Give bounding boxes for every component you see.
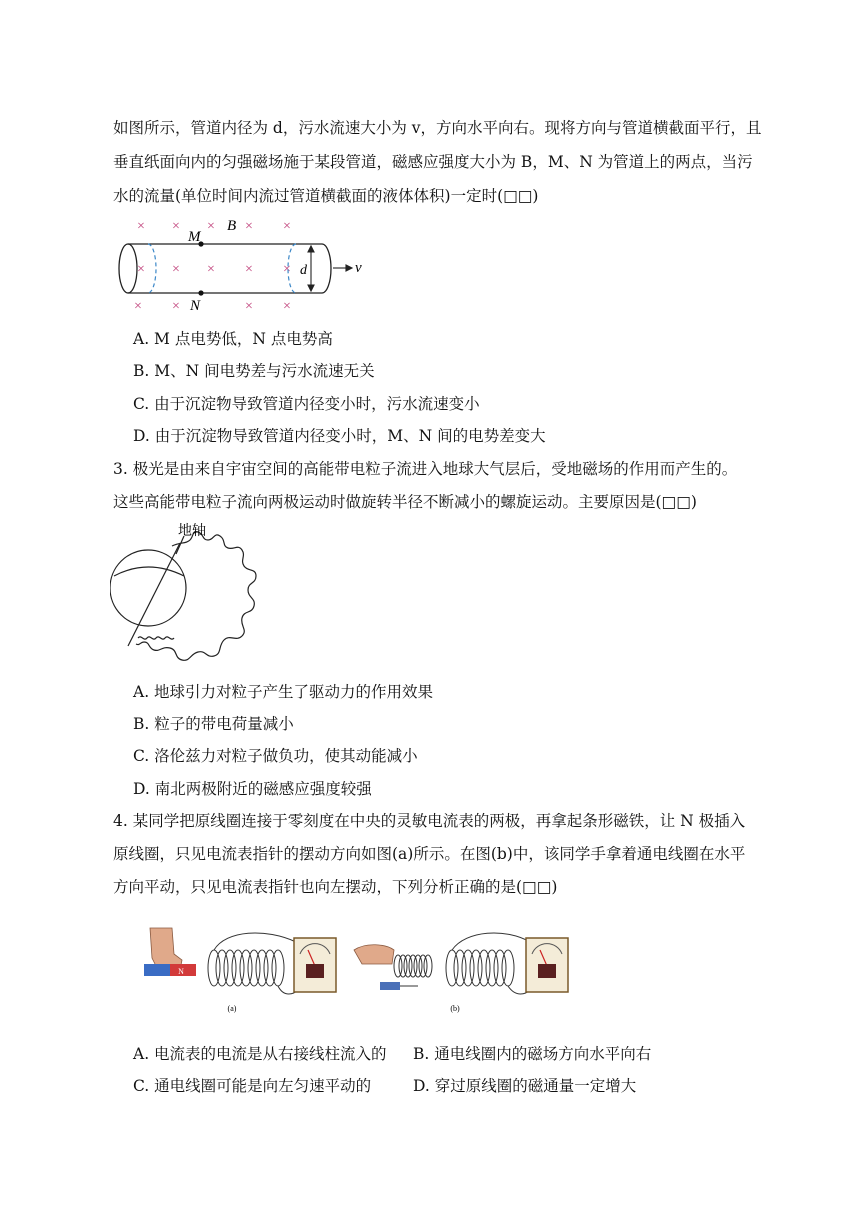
label-m: M <box>188 229 201 245</box>
cross-mark: × <box>245 262 253 277</box>
cross-mark: × <box>245 219 253 234</box>
induction-experiment-figure <box>136 920 576 1015</box>
hand-a <box>150 928 182 970</box>
cross-mark: × <box>245 299 253 314</box>
q4-option-a: A. 电流表的电流是从右接线柱流入的 <box>133 1045 387 1063</box>
cross-mark: × <box>134 299 142 314</box>
meter-magnet-b <box>538 964 556 978</box>
cross-mark: × <box>283 262 291 277</box>
q2-option-c: C. 由于沉淀物导致管道内径变小时，污水流速变小 <box>133 395 480 413</box>
q3-stem-line-2: 这些高能带电粒子流向两极运动时做旋转半径不断减小的螺旋运动。主要原因是(□□) <box>113 493 697 511</box>
q2-stem-line-3: 水的流量(单位时间内流过管道横截面的液体体积)一定时(□□) <box>113 187 539 205</box>
label-b: (b) <box>450 1004 460 1013</box>
magnet-n-label: N <box>178 967 184 976</box>
point-n <box>198 290 203 295</box>
label-n: N <box>190 298 201 314</box>
wire-b-top <box>452 933 530 950</box>
pipe-right-end <box>322 244 331 293</box>
q4-option-c: C. 通电线圈可能是向左匀速平动的 <box>133 1077 372 1095</box>
q3-option-c: C. 洛伦兹力对粒子做负功，使其动能减小 <box>133 747 418 765</box>
q2-option-d: D. 由于沉淀物导致管道内径变小时，M、N 间的电势差变大 <box>133 427 546 445</box>
earth-latitude <box>114 567 184 576</box>
magnet-s-pole <box>144 964 170 976</box>
inner-spiral-wiggle <box>138 637 174 639</box>
q4-stem-line-1: 4. 某同学把原线圈连接于零刻度在中央的灵敏电流表的两极，再拿起条形磁铁，让 N 极插入 <box>113 812 746 830</box>
q2-stem-line-1: 如图所示，管道内径为 d，污水流速大小为 v，方向水平向右。现将方向与管道横截面平行，且 <box>113 119 762 137</box>
q2-option-a: A. M 点电势低，N 点电势高 <box>133 330 333 348</box>
q2-stem-line-2: 垂直纸面向内的匀强磁场施于某段管道，磁感应强度大小为 B，M、N 为管道上的两点，当污 <box>113 153 753 171</box>
panel-b <box>354 933 568 1013</box>
cross-mark: × <box>283 299 291 314</box>
cross-mark: × <box>207 219 215 234</box>
q4-option-d: D. 穿过原线圈的磁通量一定增大 <box>413 1077 637 1095</box>
q3-stem-line-1: 3. 极光是由来自宇宙空间的高能带电粒子流进入地球大气层后，受地磁场的作用而产生的。 <box>113 460 738 478</box>
label-d: d <box>300 263 307 278</box>
label-b: B <box>227 218 237 234</box>
left-section-dashed <box>148 244 156 293</box>
label-v: v <box>355 260 362 276</box>
cross-mark: × <box>172 262 180 277</box>
q4-stem-line-3: 方向平动，只见电流表指针也向左摆动，下列分析正确的是(□□) <box>113 878 558 896</box>
q3-option-a: A. 地球引力对粒子产生了驱动力的作用效果 <box>133 683 434 701</box>
q3-option-d: D. 南北两极附近的磁感应强度较强 <box>133 780 372 798</box>
aurora-spiral-figure <box>110 518 270 673</box>
cross-mark: × <box>172 299 180 314</box>
cross-mark: × <box>172 219 180 234</box>
earth-circle <box>110 550 186 626</box>
earth-axis <box>128 543 180 646</box>
meter-magnet-a <box>306 964 324 978</box>
q4-stem-line-2: 原线圈，只见电流表指针的摆动方向如图(a)所示。在图(b)中，该同学手拿着通电线圈在水平 <box>113 845 746 863</box>
panel-a <box>144 928 336 1013</box>
cross-mark: × <box>137 262 145 277</box>
pipe-magnetic-field-figure <box>108 212 378 314</box>
wire-a-top <box>214 933 296 950</box>
battery-b <box>380 982 400 990</box>
cross-mark: × <box>207 262 215 277</box>
cross-mark: × <box>137 219 145 234</box>
q3-option-b: B. 粒子的带电荷量减小 <box>133 715 294 733</box>
label-a: (a) <box>227 1004 237 1013</box>
q2-option-b: B. M、N 间电势差与污水流速无关 <box>133 362 375 380</box>
axis-label: 地轴 <box>178 524 206 539</box>
hand-b <box>354 945 394 964</box>
q4-option-b: B. 通电线圈内的磁场方向水平向右 <box>413 1045 652 1063</box>
pipe-left-end <box>119 244 137 293</box>
cross-mark: × <box>283 219 291 234</box>
